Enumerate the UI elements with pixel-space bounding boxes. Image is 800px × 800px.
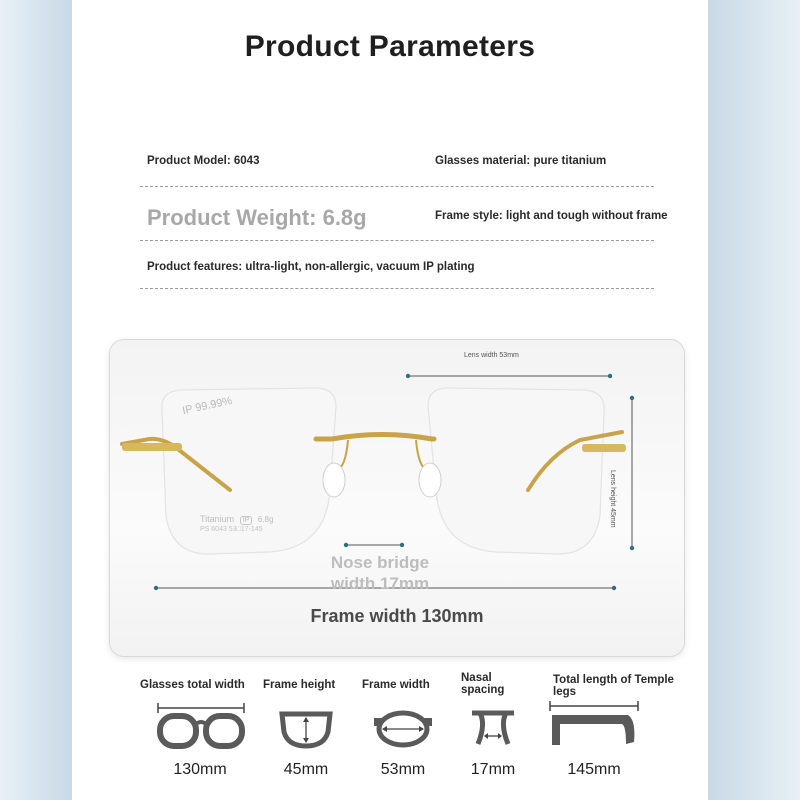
icon-value-frame-height: 45mm <box>283 761 329 778</box>
icon-value-temple-length: 145mm <box>567 761 621 778</box>
nose-bridge-label <box>280 552 480 594</box>
product-model: Product Model: 6043 <box>147 155 260 167</box>
icon-label-frame-height: Frame height <box>263 679 336 691</box>
icon-value-nasal-spacing: 17mm <box>470 761 516 778</box>
divider <box>140 240 654 241</box>
nose-bridge-line2: width 17mm <box>330 574 430 593</box>
frame-height-icon <box>278 708 334 750</box>
lens-height-label: Lens height 45mm <box>609 470 616 528</box>
right-nose-pad <box>419 463 441 497</box>
icon-value-total-width: 130mm <box>173 761 227 778</box>
icon-label-frame-width: Frame width <box>362 679 430 691</box>
frame-width-label: Frame width 130mm <box>310 606 484 626</box>
divider <box>140 288 654 289</box>
product-features: Product features: ultra-light, non-allergic, vacuum IP plating <box>147 261 475 273</box>
lens-code-text: PS 6043 53□17-145 <box>200 526 263 533</box>
lens-ip-text: IP 99.99% <box>181 394 234 418</box>
lens-titanium-text <box>200 514 273 524</box>
lens-width-label: Lens width 53mm <box>464 352 519 359</box>
right-background-panel <box>708 0 800 800</box>
product-parameters-card <box>72 0 708 800</box>
page-title: Product Parameters <box>244 30 536 63</box>
frame-style: Frame style: light and tough without frame <box>435 210 668 222</box>
ip-badge: IP <box>240 516 253 525</box>
glasses-total-width-icon <box>154 700 248 752</box>
right-lens <box>428 388 604 554</box>
glasses-material: Glasses material: pure titanium <box>435 155 607 167</box>
nose-bridge-line1: Nose bridge <box>330 553 430 572</box>
nasal-spacing-icon <box>470 708 516 748</box>
frame-width-icon <box>374 708 432 750</box>
temple-length-icon <box>548 700 640 748</box>
glasses-dimension-diagram <box>110 340 684 656</box>
icon-label-temple-length: Total length of Temple legs <box>553 674 674 698</box>
left-nose-pad <box>323 463 345 497</box>
titanium-label: Titanium <box>200 514 235 524</box>
icon-label-total-width: Glasses total width <box>140 679 245 691</box>
left-background-panel <box>0 0 72 800</box>
divider <box>140 186 654 187</box>
icon-label-nasal-spacing: Nasal spacing <box>461 672 505 696</box>
icon-value-frame-width: 53mm <box>380 761 426 778</box>
weight-label: 6.8g <box>257 515 274 524</box>
product-weight: Product Weight: 6.8g <box>147 205 367 230</box>
